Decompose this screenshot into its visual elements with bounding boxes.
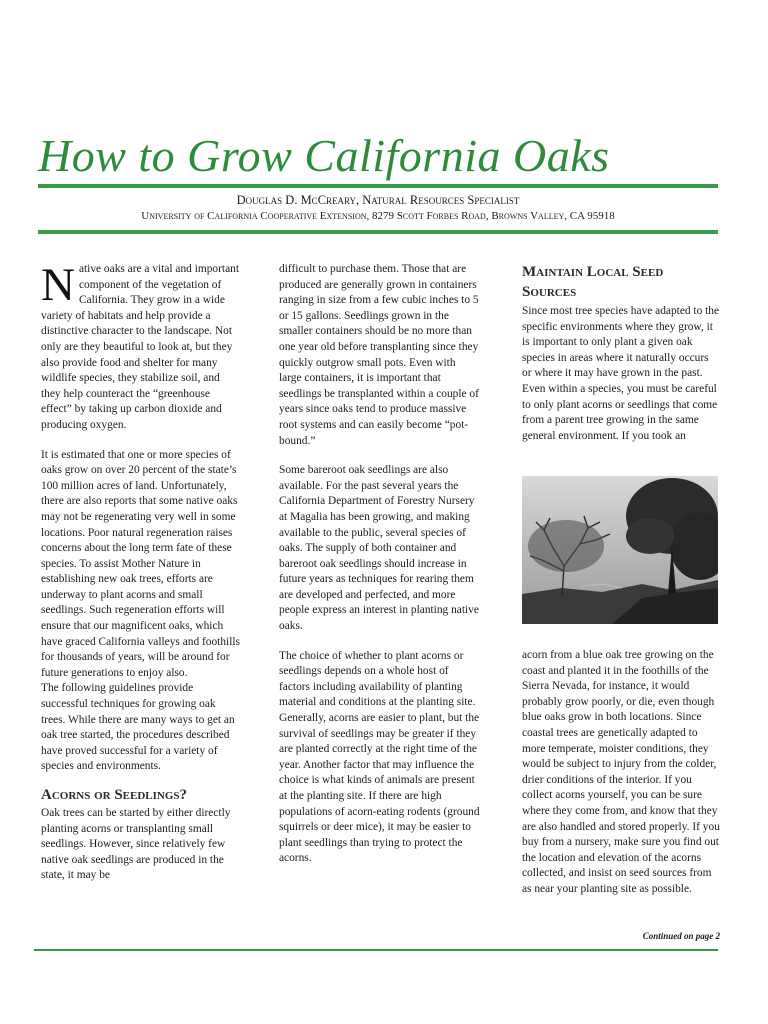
section-heading-acorns-or-seedlings: Acorns or Seedlings?	[41, 787, 188, 803]
author-byline: Douglas D. McCreary, Natural Resources Specialist	[236, 193, 520, 207]
column-3-continued	[522, 648, 720, 898]
paragraph-gap	[279, 449, 480, 463]
section-heading-maintain-local-seed-sources: Maintain Local Seed Sources	[522, 264, 664, 300]
continued-note: Continued on page 2	[642, 931, 720, 941]
intro-paragraph-text: ative oaks are a vital and important component of the vegetation of California. They grow in a wide variety of habitats and help provide a distinctive character to the landscape. Not only are they beautiful to look at, but they also provide food and shelter for many wildlife species, they stabilize soil, and they help counteract the “greenhouse effect” by taking up carbon dioxide and producing oxygen.	[41, 263, 239, 431]
body-paragraph: acorn from a blue oak tree growing on the coast and planted it in the foothills of the Sierra Nevada, for instance, it would probably grow poorly, or die, even though blue oaks grow in both locations. Since coastal trees are genetically adapted to more temperate, moister conditions, they would be subject to injury from the colder, drier conditions of the interior. If you collect acorns yourself, you can be sure where they come from, and know that they are also handled and stored properly. If you buy from a nursery, make sure you find out the location and elevation of the acorns collected, and insist on seed sources from as near your planting site as possible.	[522, 649, 720, 895]
oak-tree-photo	[522, 476, 718, 624]
body-paragraph: Since most tree species have adapted to the specific environments where they grow, it is important to only plant a given oak species in areas where it naturally occurs or where it may have grown in the past. Even within a species, you must be careful to only plant acorns or seedlings that come from a parent tree growing in the same general environment. If you took an	[522, 305, 720, 442]
body-paragraph: It is estimated that one or more species of oaks grow on over 20 percent of the state’s 100 million acres of land. Unfortunately, there are also reports that some native oaks may not be regenerating very well in some locations. Poor natural regeneration raises concerns about the long term fate of these species. To assist Mother Nature in establishing new oak trees, efforts are underway to plant acorns and small seedlings. Such regeneration efforts will ensure that our magnificent oaks, which have graced California valleys and foothills for thousands of years, will be around for future generations to enjoy also.	[41, 448, 240, 679]
header-rule	[38, 230, 718, 234]
footer-rule	[34, 949, 718, 951]
page-title: How to Grow California Oaks	[38, 130, 610, 181]
column-1	[41, 259, 240, 884]
author-address: University of California Cooperative Extension, 8279 Scott Forbes Road, Browns Valley, CA 95918	[141, 210, 615, 222]
drop-cap: N	[41, 259, 75, 311]
intro-paragraph	[41, 259, 240, 434]
body-paragraph: The following guidelines provide successful techniques for growing oak trees. While there are many ways to get an oak tree started, the procedures described have proved successful for a variety of species and environments.	[41, 682, 235, 773]
column-3	[522, 262, 720, 444]
body-paragraph: Oak trees can be started by either directly planting acorns or transplanting small seedlings. However, since relatively few native oak seedlings are produced in the state, it may be	[41, 807, 231, 882]
title-rule	[38, 184, 718, 188]
body-paragraph: difficult to purchase them. Those that are produced are generally grown in containers ranging in size from a few cubic inches to 5 or 15 gallons. Seedlings grown in the smaller containers should be no more than one year old before transplanting since they quickly outgrow small pots. Even with large containers, it is important that seedlings be transplanted within a couple of years since oaks tend to produce massive root systems and can easily become “pot-bound.”	[279, 263, 479, 447]
body-paragraph: Some bareroot oak seedlings are also available. For the past several years the California Department of Forestry Nursery at Magalia has been growing, and making available to the public, several species of oaks. The supply of both container and bareroot oak seedlings should increase in future years as techniques for rearing them are developed and perfected, and more people express an interest in planting native oaks.	[279, 464, 479, 633]
paragraph-gap	[279, 635, 480, 649]
paragraph-gap	[41, 434, 240, 448]
body-paragraph: The choice of whether to plant acorns or seedlings depends on a whole host of factors including availability of planting material and conditions at the planting site. Generally, acorns are easier to plant, but the survival of seedlings may be greater if they are planted correctly at the right time of the year. Another factor that may influence the choice is what kinds of animals are present at the planting site. If there are high populations of acorn-eating rodents (ground squirrels or deer mice), it may be easier to plant seedlings than trying to protect the acorns.	[279, 649, 480, 865]
column-2	[279, 262, 480, 867]
